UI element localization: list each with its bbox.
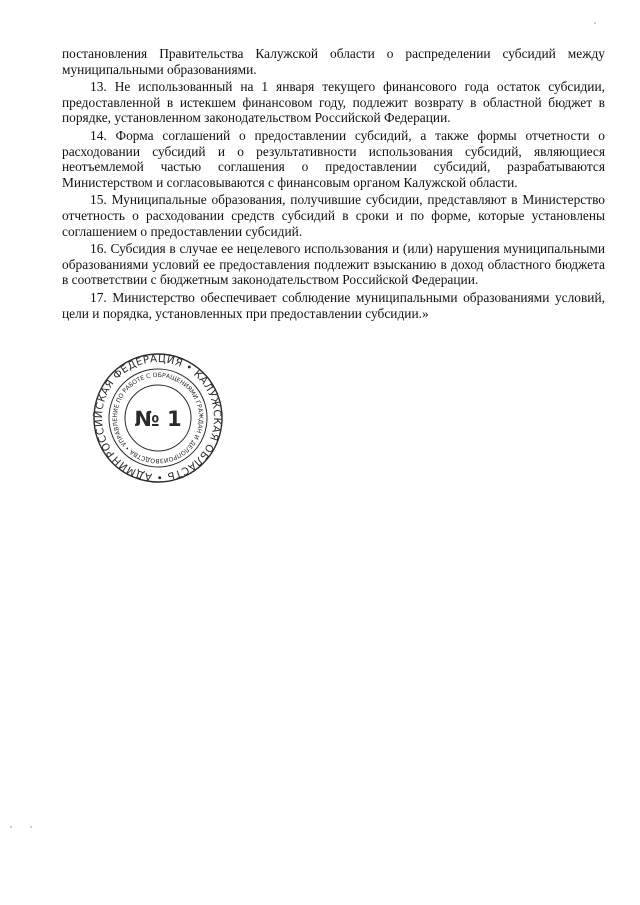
seal-number: № 1: [134, 407, 182, 431]
paragraph-16: 16. Субсидия в случае ее нецелевого использования и (или) нарушения муниципальными образованиями условий ее предоставления подлежит взысканию в доход областного бюджета в соответствии с бюджетным законодательством Российской Федерации.: [62, 241, 605, 288]
paragraph-15: 15. Муниципальные образования, получившие субсидии, представляют в Министерство отчетность о расходовании средств субсидий в сроки и по форме, которые установлены соглашением о предоставлении субсидий.: [62, 192, 605, 239]
paragraph-13: 13. Не использованный на 1 января текущего финансового года остаток субсидии, предоставленной в истекшем финансовом году, подлежит возврату в областной бюджет в порядке, установленном законодательством Российской Федерации.: [62, 79, 605, 126]
scan-speck: [594, 22, 596, 24]
scan-speck: [30, 826, 32, 828]
official-seal-stamp: [92, 352, 224, 484]
continuation-paragraph: постановления Правительства Калужской области о распределении субсидий между муниципальными образованиями.: [62, 46, 605, 77]
document-body: [62, 46, 605, 323]
scan-speck: [10, 826, 12, 828]
seal-inner-text: УПРАВЛЕНИЕ ПО РАБОТЕ С ОБРАЩЕНИЯМИ ГРАЖДАН И ДЕЛОПРОИЗВОДСТВА •: [111, 371, 205, 465]
paragraph-14: 14. Форма соглашений о предоставлении субсидий, а также формы отчетности о расходовании субсидий и о результативности использования субсидий, являющиеся неотъемлемой частью соглашения о предоставлении субсидий, разрабатываются Министерством и согласовываются с финансовым органом Калужской области.: [62, 127, 605, 190]
seal-svg: [92, 352, 224, 484]
paragraph-17: 17. Министерство обеспечивает соблюдение муниципальными образованиями условий, цели и порядка, установленных при предоставлении субсидии.»: [62, 289, 605, 321]
seal-outer-text: РОССИЙСКАЯ ФЕДЕРАЦИЯ • КАЛУЖСКАЯ ОБЛАСТЬ • АДМИНИСТРАЦИЯ: [93, 353, 223, 483]
